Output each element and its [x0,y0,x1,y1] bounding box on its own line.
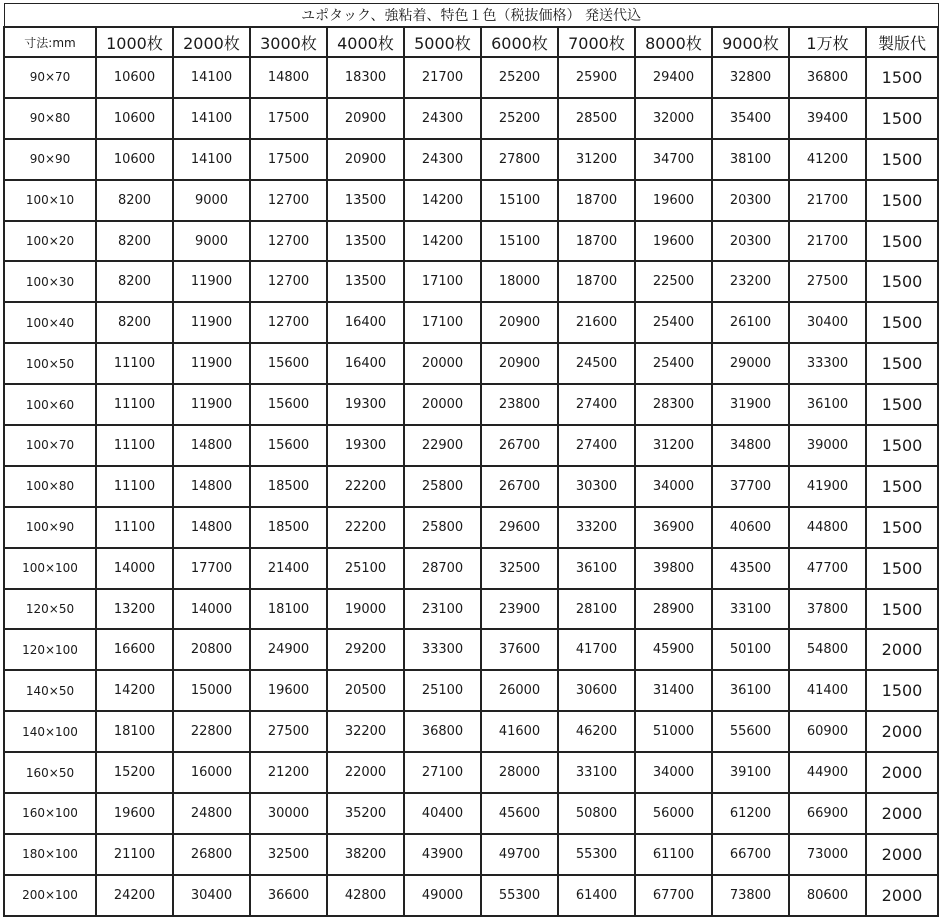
price-cell: 24500 [558,343,635,384]
price-cell: 55300 [481,875,558,916]
price-cell: 18100 [250,589,327,630]
price-cell: 19600 [635,221,712,262]
price-cell: 30400 [173,875,250,916]
table-row [4,384,938,425]
price-cell: 19000 [327,589,404,630]
size-cell: 90×80 [4,98,96,139]
price-cell: 17100 [404,302,481,343]
price-cell: 24900 [250,629,327,670]
size-cell: 140×50 [4,670,96,711]
size-cell: 90×70 [4,57,96,98]
price-cell: 25100 [404,670,481,711]
size-cell: 100×20 [4,221,96,262]
price-cell: 73800 [712,875,789,916]
price-cell: 11900 [173,302,250,343]
table-row [4,589,938,630]
plate-fee-cell: 1500 [866,425,938,466]
size-cell: 100×80 [4,466,96,507]
price-cell: 39100 [712,752,789,793]
price-cell: 21600 [558,302,635,343]
price-cell: 11900 [173,261,250,302]
table-row [4,343,938,384]
price-cell: 26100 [712,302,789,343]
price-cell: 31400 [635,670,712,711]
price-cell: 54800 [789,629,866,670]
price-cell: 21700 [789,221,866,262]
price-cell: 23100 [404,589,481,630]
plate-fee-cell: 1500 [866,670,938,711]
price-cell: 12700 [250,302,327,343]
price-cell: 16000 [173,752,250,793]
size-cell: 100×60 [4,384,96,425]
price-cell: 40400 [404,793,481,834]
price-cell: 14800 [173,507,250,548]
price-cell: 8200 [96,261,173,302]
price-cell: 18500 [250,466,327,507]
price-cell: 25400 [635,302,712,343]
table-row [4,261,938,302]
price-cell: 66700 [712,834,789,875]
price-cell: 25200 [481,98,558,139]
size-cell: 100×10 [4,180,96,221]
price-cell: 80600 [789,875,866,916]
price-cell: 22900 [404,425,481,466]
price-cell: 22500 [635,261,712,302]
price-cell: 28300 [635,384,712,425]
table-row [4,752,938,793]
table-row [4,548,938,589]
price-cell: 26800 [173,834,250,875]
plate-fee-column-header: 製版代 [866,27,938,57]
price-cell: 22200 [327,466,404,507]
size-cell: 100×50 [4,343,96,384]
plate-fee-cell: 1500 [866,98,938,139]
price-cell: 43500 [712,548,789,589]
price-cell: 33300 [789,343,866,384]
price-cell: 16400 [327,302,404,343]
price-cell: 24300 [404,98,481,139]
price-cell: 18700 [558,180,635,221]
price-cell: 18700 [558,221,635,262]
price-cell: 33100 [712,589,789,630]
price-cell: 15200 [96,752,173,793]
table-row [4,98,938,139]
price-cell: 36800 [789,57,866,98]
price-cell: 32500 [250,834,327,875]
table-row [4,711,938,752]
price-cell: 21400 [250,548,327,589]
size-cell: 120×100 [4,629,96,670]
price-cell: 24300 [404,139,481,180]
price-cell: 29000 [712,343,789,384]
price-cell: 23800 [481,384,558,425]
price-cell: 30600 [558,670,635,711]
price-cell: 20800 [173,629,250,670]
price-cell: 45900 [635,629,712,670]
quantity-column-header: 9000枚 [712,27,789,57]
price-cell: 36800 [404,711,481,752]
price-cell: 19600 [635,180,712,221]
price-cell: 15100 [481,180,558,221]
quantity-column-header: 1万枚 [789,27,866,57]
price-cell: 33100 [558,752,635,793]
table-row [4,139,938,180]
price-cell: 50800 [558,793,635,834]
price-cell: 18100 [96,711,173,752]
price-cell: 28700 [404,548,481,589]
price-cell: 14100 [173,57,250,98]
price-cell: 33300 [404,629,481,670]
plate-fee-cell: 1500 [866,302,938,343]
price-cell: 17700 [173,548,250,589]
price-cell: 34800 [712,425,789,466]
table-row [4,507,938,548]
price-cell: 27500 [250,711,327,752]
price-cell: 14200 [404,180,481,221]
price-cell: 73000 [789,834,866,875]
table-row [4,670,938,711]
quantity-column-header: 3000枚 [250,27,327,57]
price-cell: 32800 [712,57,789,98]
table-row [4,221,938,262]
price-cell: 43900 [404,834,481,875]
price-cell: 18500 [250,507,327,548]
table-row [4,180,938,221]
table-row [4,425,938,466]
price-cell: 14100 [173,98,250,139]
plate-fee-cell: 1500 [866,466,938,507]
price-cell: 11900 [173,384,250,425]
price-cell: 13500 [327,221,404,262]
plate-fee-cell: 1500 [866,384,938,425]
table-row [4,629,938,670]
price-cell: 34000 [635,466,712,507]
price-cell: 12700 [250,180,327,221]
price-cell: 15100 [481,221,558,262]
plate-fee-cell: 1500 [866,507,938,548]
plate-fee-cell: 1500 [866,589,938,630]
size-cell: 100×90 [4,507,96,548]
price-sheet [3,3,937,917]
price-cell: 14000 [96,548,173,589]
price-cell: 10600 [96,98,173,139]
price-cell: 14200 [96,670,173,711]
price-cell: 45600 [481,793,558,834]
price-cell: 22200 [327,507,404,548]
price-cell: 27500 [789,261,866,302]
price-cell: 23200 [712,261,789,302]
price-cell: 34000 [635,752,712,793]
price-cell: 20900 [327,139,404,180]
plate-fee-cell: 1500 [866,221,938,262]
price-cell: 14800 [173,466,250,507]
price-cell: 27400 [558,384,635,425]
price-cell: 32500 [481,548,558,589]
price-cell: 27100 [404,752,481,793]
price-cell: 21200 [250,752,327,793]
plate-fee-cell: 1500 [866,548,938,589]
price-cell: 21100 [96,834,173,875]
price-cell: 51000 [635,711,712,752]
size-cell: 100×70 [4,425,96,466]
price-cell: 9000 [173,221,250,262]
price-cell: 29200 [327,629,404,670]
size-cell: 200×100 [4,875,96,916]
price-cell: 29600 [481,507,558,548]
table-row [4,793,938,834]
price-cell: 67700 [635,875,712,916]
price-cell: 41400 [789,670,866,711]
quantity-column-header: 8000枚 [635,27,712,57]
price-cell: 11100 [96,343,173,384]
table-row [4,875,938,916]
table-title: ユポタック、強粘着、特色１色（税抜価格） 発送代込 [4,4,938,28]
price-cell: 42800 [327,875,404,916]
price-cell: 30000 [250,793,327,834]
price-cell: 20900 [481,343,558,384]
size-cell: 120×50 [4,589,96,630]
price-cell: 13500 [327,180,404,221]
price-cell: 10600 [96,57,173,98]
price-cell: 8200 [96,180,173,221]
price-cell: 24800 [173,793,250,834]
price-cell: 20500 [327,670,404,711]
price-cell: 37800 [789,589,866,630]
price-cell: 26700 [481,466,558,507]
price-cell: 36100 [712,670,789,711]
size-cell: 100×40 [4,302,96,343]
price-cell: 31200 [558,139,635,180]
price-cell: 9000 [173,180,250,221]
price-cell: 61400 [558,875,635,916]
quantity-column-header: 6000枚 [481,27,558,57]
price-cell: 19300 [327,425,404,466]
price-cell: 17500 [250,139,327,180]
plate-fee-cell: 2000 [866,875,938,916]
size-cell: 100×100 [4,548,96,589]
price-cell: 36100 [789,384,866,425]
price-cell: 32200 [327,711,404,752]
price-cell: 41900 [789,466,866,507]
price-cell: 20300 [712,221,789,262]
quantity-column-header: 5000枚 [404,27,481,57]
table-row [4,466,938,507]
table-row [4,57,938,98]
price-cell: 18700 [558,261,635,302]
price-cell: 19600 [96,793,173,834]
price-cell: 14000 [173,589,250,630]
price-cell: 49000 [404,875,481,916]
price-cell: 11100 [96,507,173,548]
price-cell: 24200 [96,875,173,916]
price-cell: 50100 [712,629,789,670]
quantity-column-header: 4000枚 [327,27,404,57]
quantity-column-header: 2000枚 [173,27,250,57]
price-cell: 44800 [789,507,866,548]
price-cell: 8200 [96,221,173,262]
size-column-header: 寸法:mm [4,27,96,57]
price-cell: 11900 [173,343,250,384]
price-cell: 11100 [96,425,173,466]
size-cell: 90×90 [4,139,96,180]
price-cell: 61100 [635,834,712,875]
size-cell: 160×50 [4,752,96,793]
price-cell: 18300 [327,57,404,98]
size-cell: 180×100 [4,834,96,875]
price-cell: 39400 [789,98,866,139]
price-cell: 56000 [635,793,712,834]
price-cell: 44900 [789,752,866,793]
price-cell: 14200 [404,221,481,262]
price-cell: 37700 [712,466,789,507]
price-cell: 41700 [558,629,635,670]
price-cell: 36900 [635,507,712,548]
price-cell: 20000 [404,384,481,425]
price-cell: 22800 [173,711,250,752]
quantity-column-header: 1000枚 [96,27,173,57]
price-cell: 14100 [173,139,250,180]
price-cell: 17500 [250,98,327,139]
price-cell: 11100 [96,466,173,507]
price-cell: 61200 [712,793,789,834]
price-cell: 25200 [481,57,558,98]
price-cell: 31200 [635,425,712,466]
plate-fee-cell: 1500 [866,261,938,302]
table-row [4,834,938,875]
price-cell: 17100 [404,261,481,302]
price-cell: 8200 [96,302,173,343]
price-cell: 19600 [250,670,327,711]
price-cell: 41600 [481,711,558,752]
price-cell: 15000 [173,670,250,711]
price-cell: 60900 [789,711,866,752]
table-row [4,302,938,343]
price-cell: 41200 [789,139,866,180]
price-cell: 20900 [481,302,558,343]
price-cell: 22000 [327,752,404,793]
price-cell: 25400 [635,343,712,384]
price-cell: 13500 [327,261,404,302]
price-cell: 13200 [96,589,173,630]
size-cell: 160×100 [4,793,96,834]
price-cell: 28900 [635,589,712,630]
plate-fee-cell: 1500 [866,180,938,221]
price-cell: 16600 [96,629,173,670]
column-header-row [4,27,938,57]
plate-fee-cell: 1500 [866,57,938,98]
price-cell: 66900 [789,793,866,834]
price-table-body [4,57,938,916]
price-cell: 33200 [558,507,635,548]
price-cell: 39000 [789,425,866,466]
price-cell: 30400 [789,302,866,343]
price-cell: 32000 [635,98,712,139]
price-cell: 18000 [481,261,558,302]
price-cell: 14800 [173,425,250,466]
price-cell: 38100 [712,139,789,180]
price-cell: 38200 [327,834,404,875]
price-cell: 15600 [250,343,327,384]
price-cell: 27400 [558,425,635,466]
price-cell: 31900 [712,384,789,425]
price-cell: 47700 [789,548,866,589]
plate-fee-cell: 2000 [866,711,938,752]
price-cell: 35400 [712,98,789,139]
price-cell: 40600 [712,507,789,548]
price-cell: 16400 [327,343,404,384]
price-cell: 46200 [558,711,635,752]
size-cell: 140×100 [4,711,96,752]
price-cell: 28000 [481,752,558,793]
price-cell: 25800 [404,507,481,548]
price-cell: 36600 [250,875,327,916]
plate-fee-cell: 1500 [866,343,938,384]
plate-fee-cell: 2000 [866,752,938,793]
price-cell: 15600 [250,425,327,466]
price-cell: 20900 [327,98,404,139]
price-cell: 14800 [250,57,327,98]
plate-fee-cell: 2000 [866,793,938,834]
price-cell: 25800 [404,466,481,507]
price-cell: 26000 [481,670,558,711]
price-cell: 34700 [635,139,712,180]
plate-fee-cell: 2000 [866,629,938,670]
plate-fee-cell: 1500 [866,139,938,180]
price-cell: 21700 [789,180,866,221]
price-cell: 12700 [250,221,327,262]
price-cell: 55600 [712,711,789,752]
plate-fee-cell: 2000 [866,834,938,875]
price-cell: 21700 [404,57,481,98]
price-cell: 23900 [481,589,558,630]
price-cell: 20300 [712,180,789,221]
price-cell: 12700 [250,261,327,302]
price-cell: 29400 [635,57,712,98]
price-table [3,3,939,917]
quantity-column-header: 7000枚 [558,27,635,57]
price-cell: 11100 [96,384,173,425]
price-cell: 19300 [327,384,404,425]
price-cell: 25900 [558,57,635,98]
price-cell: 36100 [558,548,635,589]
size-cell: 100×30 [4,261,96,302]
price-cell: 20000 [404,343,481,384]
price-cell: 28500 [558,98,635,139]
price-cell: 15600 [250,384,327,425]
price-cell: 39800 [635,548,712,589]
price-cell: 28100 [558,589,635,630]
price-cell: 10600 [96,139,173,180]
price-cell: 55300 [558,834,635,875]
price-cell: 25100 [327,548,404,589]
price-cell: 37600 [481,629,558,670]
price-cell: 35200 [327,793,404,834]
price-cell: 27800 [481,139,558,180]
price-cell: 30300 [558,466,635,507]
price-cell: 26700 [481,425,558,466]
price-cell: 49700 [481,834,558,875]
